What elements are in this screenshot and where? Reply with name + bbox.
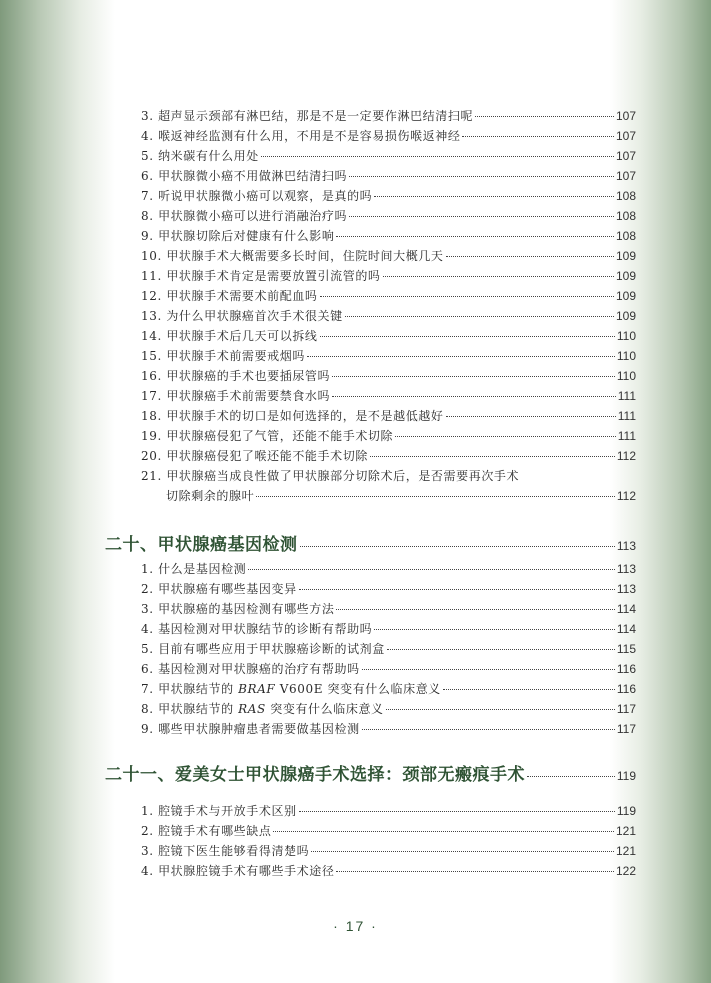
dot-leader [349,216,614,217]
dot-leader [527,776,615,777]
dot-leader [300,546,615,547]
entry-page: 109 [615,309,636,323]
toc-entry[interactable] [141,126,636,146]
entry-title: 甲状腺癌有哪些基因变异 [158,582,297,596]
entry-page: 114 [616,622,636,636]
dot-leader [273,831,613,832]
entry-title: 基因检测对甲状腺癌的治疗有帮助吗 [158,662,360,676]
entry-number: 3. [141,109,154,123]
entry-title: 甲状腺癌侵犯了喉还能不能手术切除 [166,449,368,463]
entry-title: 甲状腺微小癌不用做淋巴结清扫吗 [158,169,348,183]
dot-leader [462,136,613,137]
toc-entry[interactable] [141,801,636,821]
toc-entry[interactable] [141,266,636,286]
entry-page: 111 [617,389,636,403]
dot-leader [332,376,615,377]
toc-entry-continuation[interactable] [166,486,636,506]
toc-entry[interactable] [141,206,636,226]
toc-entry[interactable] [141,841,636,861]
toc-entry[interactable] [141,326,636,346]
entry-number: 10. [141,249,162,263]
entry-number: 14. [141,329,162,343]
toc-entry[interactable] [141,559,636,579]
toc-entry[interactable] [141,719,636,739]
dot-leader [320,296,614,297]
toc-entry[interactable] [141,659,636,679]
entry-page: 109 [615,249,636,263]
dot-leader [443,689,615,690]
dot-leader [299,811,615,812]
entry-number: 18. [141,409,162,423]
entry-title: 目前有哪些应用于甲状腺癌诊断的试剂盒 [158,642,385,656]
toc-entry[interactable] [141,426,636,446]
toc-entry[interactable] [141,186,636,206]
entry-number: 3. [141,602,154,616]
entry-number: 6. [141,662,154,676]
entry-title: 甲状腺手术后几天可以拆线 [166,329,318,343]
dot-leader [299,589,615,590]
toc-entry[interactable] [141,306,636,326]
toc-entry[interactable] [141,106,636,126]
toc-entry[interactable] [141,446,636,466]
toc-entry-multiline-first[interactable] [141,466,636,486]
entry-title: 甲状腺手术前需要戒烟吗 [166,349,305,363]
entry-number: 8. [141,209,154,223]
entry-page: 117 [616,722,636,736]
dot-leader [386,709,615,710]
entry-number: 12. [141,289,162,303]
entry-title: 腔镜手术与开放手术区别 [158,804,297,818]
dot-leader [370,456,615,457]
entry-title: 超声显示颈部有淋巴结，那是不是一定要作淋巴结清扫呢 [158,109,474,123]
dot-leader [320,336,615,337]
entry-page: 108 [615,189,636,203]
section-page: 119 [616,769,636,783]
entry-number: 7. [141,189,154,203]
dot-leader [383,276,614,277]
dot-leader [475,116,614,117]
toc-entry[interactable] [141,366,636,386]
entry-number: 3. [141,844,154,858]
entry-page: 114 [616,602,636,616]
entry-title: 哪些甲状腺肿瘤患者需要做基因检测 [158,722,360,736]
toc-entry[interactable] [141,579,636,599]
entry-title-prefix: 甲状腺结节的 [158,682,239,696]
entry-page: 121 [615,844,636,858]
entry-number: 17. [141,389,162,403]
toc-entry[interactable] [141,619,636,639]
entry-number: 9. [141,722,154,736]
entry-title: 甲状腺癌手术前需要禁食水吗 [166,389,331,403]
entry-page: 116 [616,662,636,676]
section-page: 113 [616,539,636,553]
entry-page: 111 [617,409,636,423]
entry-title-prefix: 甲状腺结节的 [158,702,239,716]
toc-entry[interactable] [141,699,636,719]
entry-title: 甲状腺癌侵犯了气管，还能不能手术切除 [166,429,394,443]
toc-entry[interactable] [141,226,636,246]
entry-page: 112 [616,449,636,463]
dot-leader [345,316,614,317]
entry-number: 21. [141,469,162,483]
entry-number: 2. [141,582,154,596]
entry-page: 110 [616,349,636,363]
dot-leader [374,629,615,630]
toc-entry[interactable] [141,679,636,699]
dot-leader [336,871,613,872]
entry-page: 117 [616,702,636,716]
dot-leader [332,396,616,397]
entry-page: 110 [616,329,636,343]
entry-title: 甲状腺切除后对健康有什么影响 [158,229,335,243]
entry-number: 7. [141,682,154,696]
entry-title: V600E 突变有什么临床意义 [275,682,441,696]
dot-leader [336,609,614,610]
entry-title: 甲状腺癌当成良性做了甲状腺部分切除术后，是否需要再次手术 [166,469,520,483]
dot-leader [311,851,614,852]
entry-number: 15. [141,349,162,363]
dot-leader [362,669,615,670]
toc-entry[interactable] [141,861,636,881]
entry-page: 107 [615,109,636,123]
entry-title: 腔镜手术有哪些缺点 [158,824,272,838]
entry-title: 甲状腺手术肯定是需要放置引流管的吗 [166,269,381,283]
entry-title: 腔镜下医生能够看得清楚吗 [158,844,310,858]
page-number: · 17 · [333,918,378,934]
entry-number: 5. [141,642,154,656]
entry-title: 听说甲状腺微小癌可以观察，是真的吗 [158,189,373,203]
toc-entry[interactable] [141,146,636,166]
entry-page: 107 [615,129,636,143]
entry-title: 甲状腺手术大概需要多长时间，住院时间大概几天 [166,249,444,263]
entry-number: 11. [141,269,162,283]
entry-page: 111 [617,429,636,443]
dot-leader [261,156,614,157]
entry-number: 9. [141,229,154,243]
gene-name: RAS [238,702,266,716]
dot-leader [248,569,615,570]
entry-number: 1. [141,562,154,576]
entry-page: 107 [615,149,636,163]
entry-title: 甲状腺癌的手术也要插尿管吗 [166,369,331,383]
dot-leader [387,649,615,650]
entry-page: 109 [615,269,636,283]
entry-number: 5. [141,149,154,163]
entry-page: 113 [616,562,636,576]
entry-title: 基因检测对甲状腺结节的诊断有帮助吗 [158,622,373,636]
section-heading-gene-testing[interactable] [105,530,636,556]
entry-title: 为什么甲状腺癌首次手术很关键 [166,309,343,323]
toc-entry[interactable] [141,286,636,306]
entry-page: 119 [616,804,636,818]
entry-number: 6. [141,169,154,183]
entry-title: 甲状腺癌的基因检测有哪些方法 [158,602,335,616]
entry-page: 108 [615,229,636,243]
entry-title: 甲状腺腔镜手术有哪些手术途径 [158,864,335,878]
section-heading-scarless-surgery[interactable] [105,760,636,786]
entry-number: 2. [141,824,154,838]
entry-title: 突变有什么临床意义 [265,702,384,716]
entry-number: 4. [141,622,154,636]
section-title: 二十、甲状腺癌基因检测 [105,535,298,555]
entry-title: 甲状腺手术的切口是如何选择的，是不是越低越好 [166,409,444,423]
entry-title: 甲状腺微小癌可以进行消融治疗吗 [158,209,348,223]
entry-page: 110 [616,369,636,383]
section-title: 二十一、爱美女士甲状腺癌手术选择：颈部无瘢痕手术 [105,765,525,785]
entry-page: 107 [615,169,636,183]
toc-entry[interactable] [141,386,636,406]
entry-number: 8. [141,702,154,716]
dot-leader [446,416,616,417]
entry-page: 122 [615,864,636,878]
toc-entry[interactable] [141,406,636,426]
dot-leader [362,729,615,730]
entry-page: 109 [615,289,636,303]
entry-page: 108 [615,209,636,223]
entry-title-continued: 切除剩余的腺叶 [166,489,255,503]
entry-number: 13. [141,309,162,323]
toc-entry[interactable] [141,166,636,186]
entry-page: 115 [616,642,636,656]
toc-entry[interactable] [141,246,636,266]
entry-page: 116 [616,682,636,696]
entry-title: 什么是基因检测 [158,562,247,576]
dot-leader [256,496,615,497]
dot-leader [307,356,615,357]
entry-number: 16. [141,369,162,383]
entry-title: 纳米碳有什么用处 [158,149,259,163]
gene-name: BRAF [238,682,276,696]
toc-entry[interactable] [141,599,636,619]
dot-leader [446,256,614,257]
entry-page: 121 [615,824,636,838]
entry-number: 4. [141,129,154,143]
entry-number: 19. [141,429,162,443]
toc-entry[interactable] [141,639,636,659]
entry-number: 1. [141,804,154,818]
dot-leader [374,196,614,197]
entry-page: 113 [616,582,636,596]
dot-leader [336,236,613,237]
dot-leader [395,436,616,437]
entry-number: 20. [141,449,162,463]
toc-entry[interactable] [141,346,636,366]
dot-leader [349,176,614,177]
entry-title: 甲状腺手术需要术前配血吗 [166,289,318,303]
entry-page: 112 [616,489,636,503]
entry-title: 喉返神经监测有什么用，不用是不是容易损伤喉返神经 [158,129,461,143]
entry-number: 4. [141,864,154,878]
toc-entry[interactable] [141,821,636,841]
